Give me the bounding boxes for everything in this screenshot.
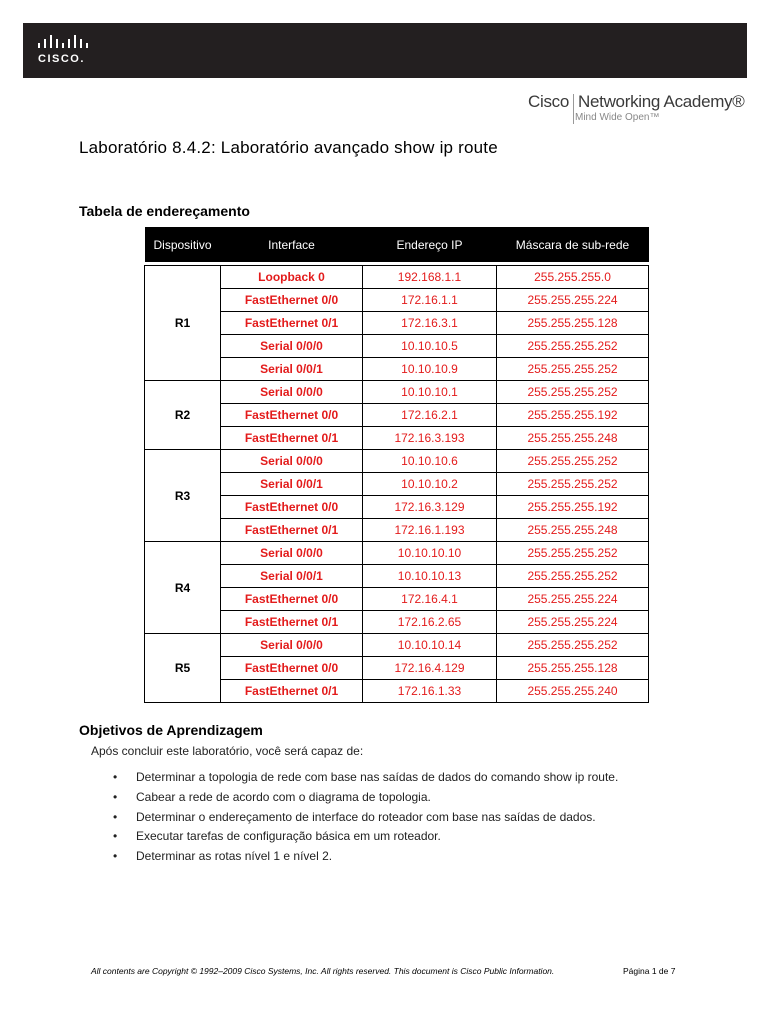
subnet-mask-cell: 255.255.255.252 [497,634,649,657]
table-header-row [145,227,649,262]
objectives-heading: Objetivos de Aprendizagem [79,722,263,738]
list-item [113,769,618,789]
cisco-wordmark: CISCO. [38,53,85,65]
table-row [145,450,649,473]
table-body [145,262,649,703]
subnet-mask-cell: 255.255.255.252 [497,358,649,381]
footer-copyright: All contents are Copyright © 1992–2009 Cisco Systems, Inc. All rights reserved. This document is Cisco Public Information. [91,966,555,976]
table-row [145,519,649,542]
subnet-mask-cell: 255.255.255.248 [497,427,649,450]
ip-address-cell: 172.16.1.33 [363,680,497,703]
table-row [145,289,649,312]
column-header-interface: Interface [221,227,363,262]
objectives-list [113,769,618,868]
subnet-mask-cell: 255.255.255.252 [497,565,649,588]
interface-cell: Serial 0/0/0 [221,542,363,565]
subnet-mask-cell: 255.255.255.252 [497,542,649,565]
interface-cell: FastEthernet 0/1 [221,519,363,542]
cisco-bars-icon [37,33,89,53]
subnet-mask-cell: 255.255.255.248 [497,519,649,542]
interface-cell: FastEthernet 0/1 [221,680,363,703]
objective-text: Cabear a rede de acordo com o diagrama de topologia. [136,789,431,804]
subnet-mask-cell: 255.255.255.252 [497,450,649,473]
objective-text: Determinar a topologia de rede com base nas saídas de dados do comando show ip route. [136,770,619,784]
list-item [113,809,618,829]
bullet-icon: • [113,829,118,844]
footer-page-number: Página 1 de 7 [623,966,676,976]
ip-address-cell: 10.10.10.9 [363,358,497,381]
bullet-icon: • [113,770,118,784]
subnet-mask-cell: 255.255.255.128 [497,657,649,680]
interface-cell: FastEthernet 0/0 [221,404,363,427]
interface-cell: Serial 0/0/1 [221,565,363,588]
ip-address-cell: 172.16.1.193 [363,519,497,542]
table-row [145,473,649,496]
ip-address-cell: 172.16.3.129 [363,496,497,519]
academy-tagline: Mind Wide Open™ [575,112,660,123]
ip-address-cell: 10.10.10.2 [363,473,497,496]
device-cell: R2 [145,381,221,450]
table-row [145,542,649,565]
addressing-table-heading: Tabela de endereçamento [79,203,250,219]
table-row [145,404,649,427]
subnet-mask-cell: 255.255.255.224 [497,588,649,611]
subnet-mask-cell: 255.255.255.224 [497,611,649,634]
table-row [145,358,649,381]
ip-address-cell: 10.10.10.6 [363,450,497,473]
ip-address-cell: 172.16.3.1 [363,312,497,335]
cisco-logo [37,33,101,71]
table-row [145,657,649,680]
interface-cell: Serial 0/0/1 [221,473,363,496]
ip-address-cell: 172.16.4.1 [363,588,497,611]
document-title: Laboratório 8.4.2: Laboratório avançado show ip route [79,138,498,157]
addressing-table [144,227,649,703]
subnet-mask-cell: 255.255.255.252 [497,473,649,496]
academy-name-right: Networking Academy® [578,92,745,111]
interface-cell: FastEthernet 0/0 [221,588,363,611]
ip-address-cell: 192.168.1.1 [363,266,497,289]
interface-cell: FastEthernet 0/1 [221,312,363,335]
table-row [145,335,649,358]
table-row [145,266,649,289]
column-header-ip: Endereço IP [363,227,497,262]
header-bar [23,23,747,78]
bullet-icon: • [113,789,118,804]
subnet-mask-cell: 255.255.255.252 [497,381,649,404]
table-row [145,427,649,450]
table-row [145,565,649,588]
subnet-mask-cell: 255.255.255.0 [497,266,649,289]
networking-academy-logo [528,92,745,124]
academy-name-left: Cisco [528,92,570,111]
academy-divider [573,94,574,124]
ip-address-cell: 172.16.3.193 [363,427,497,450]
bullet-icon: • [113,849,118,864]
device-cell: R5 [145,634,221,703]
device-cell: R3 [145,450,221,542]
subnet-mask-cell: 255.255.255.240 [497,680,649,703]
table-row [145,634,649,657]
ip-address-cell: 10.10.10.5 [363,335,497,358]
ip-address-cell: 172.16.2.1 [363,404,497,427]
device-cell: R1 [145,266,221,381]
ip-address-cell: 10.10.10.14 [363,634,497,657]
interface-cell: FastEthernet 0/0 [221,657,363,680]
interface-cell: Serial 0/0/0 [221,450,363,473]
list-item [113,828,618,848]
column-header-device: Dispositivo [145,227,221,262]
table-row [145,680,649,703]
subnet-mask-cell: 255.255.255.224 [497,289,649,312]
interface-cell: Serial 0/0/0 [221,335,363,358]
ip-address-cell: 10.10.10.13 [363,565,497,588]
table-row [145,381,649,404]
interface-cell: FastEthernet 0/0 [221,289,363,312]
interface-cell: FastEthernet 0/0 [221,496,363,519]
column-header-mask: Máscara de sub-rede [497,227,649,262]
interface-cell: Serial 0/0/1 [221,358,363,381]
table-row [145,611,649,634]
device-cell: R4 [145,542,221,634]
objective-text: Determinar o endereçamento de interface do roteador com base nas saídas de dados. [136,809,596,824]
interface-cell: Serial 0/0/0 [221,381,363,404]
list-item [113,848,618,868]
ip-address-cell: 172.16.2.65 [363,611,497,634]
ip-address-cell: 10.10.10.10 [363,542,497,565]
ip-address-cell: 172.16.1.1 [363,289,497,312]
table-row [145,588,649,611]
bullet-icon: • [113,809,118,824]
objective-text: Executar tarefas de configuração básica em um roteador. [136,829,441,844]
subnet-mask-cell: 255.255.255.252 [497,335,649,358]
subnet-mask-cell: 255.255.255.192 [497,496,649,519]
table-row [145,496,649,519]
objectives-intro: Após concluir este laboratório, você será capaz de: [91,744,364,758]
objective-text: Determinar as rotas nível 1 e nível 2. [136,849,333,864]
interface-cell: FastEthernet 0/1 [221,427,363,450]
subnet-mask-cell: 255.255.255.128 [497,312,649,335]
ip-address-cell: 10.10.10.1 [363,381,497,404]
table-row [145,312,649,335]
interface-cell: Loopback 0 [221,266,363,289]
ip-address-cell: 172.16.4.129 [363,657,497,680]
interface-cell: Serial 0/0/0 [221,634,363,657]
subnet-mask-cell: 255.255.255.192 [497,404,649,427]
interface-cell: FastEthernet 0/1 [221,611,363,634]
list-item [113,789,618,809]
